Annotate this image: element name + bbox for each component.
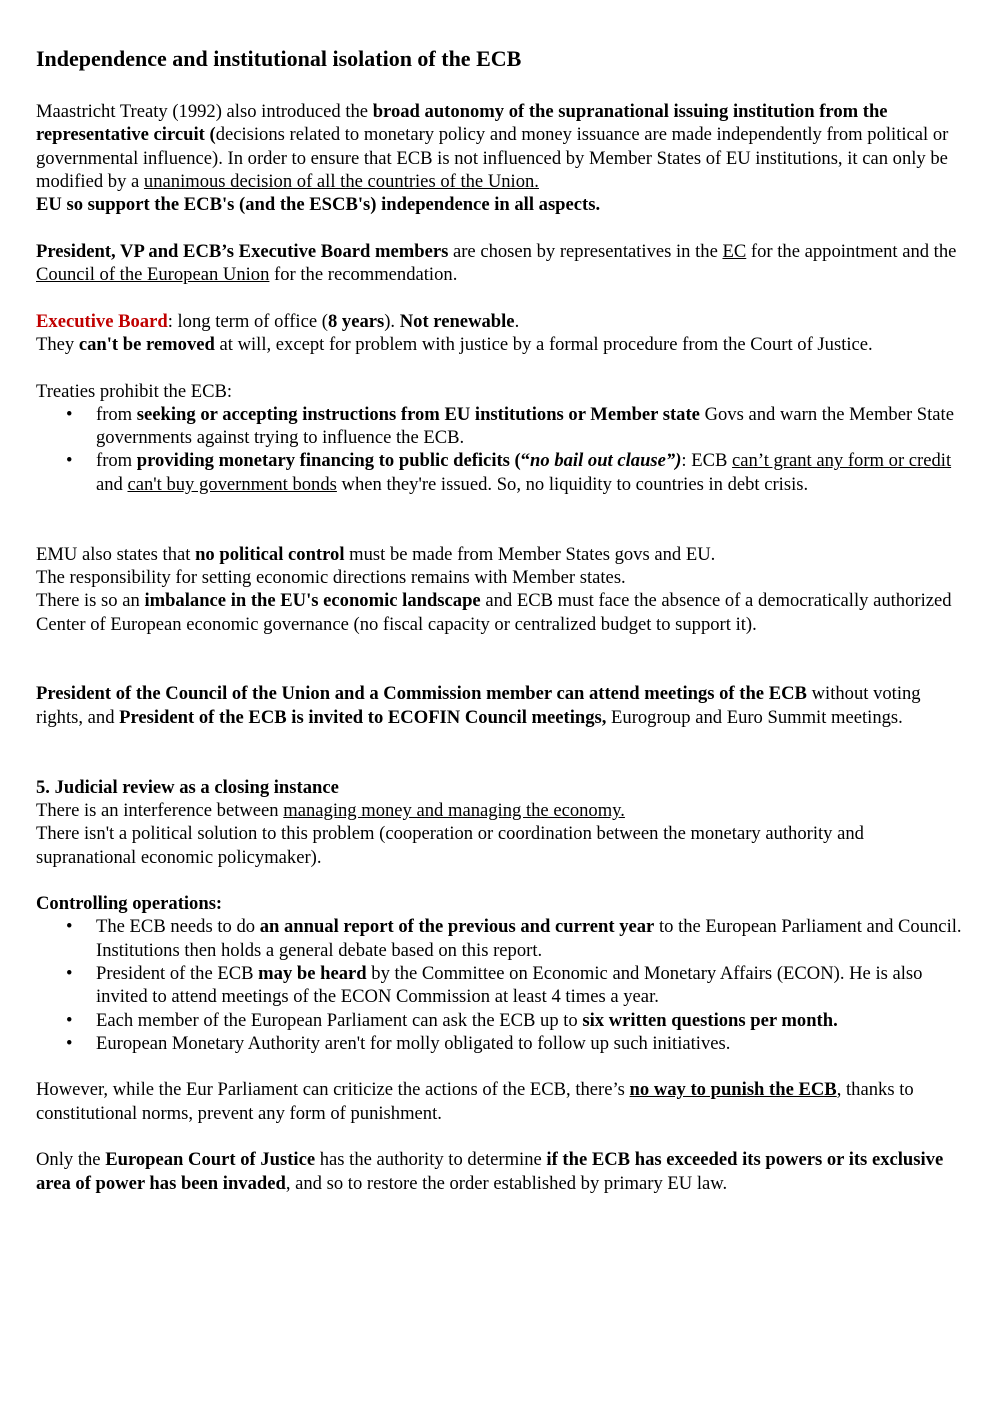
bold-text: if the ECB has exceeded its powers or its exclusive area of power has been invaded — [36, 1149, 944, 1194]
underlined-text: no way to punish the ECB — [629, 1079, 837, 1101]
bold-text: 8 years — [327, 310, 385, 332]
text-span: at will, except for problem with justice by a formal procedure from the Court of Justice. — [214, 333, 873, 355]
paragraph-interference — [36, 799, 966, 822]
text-span: , and so to restore the order established by primary EU law. — [285, 1172, 728, 1194]
paragraph-maastricht — [36, 100, 966, 193]
underlined-text: Council of the European Union — [36, 264, 270, 286]
paragraph-executive-board — [36, 310, 966, 333]
underlined-text: unanimous decision of all the countries of the Union. — [143, 170, 539, 192]
section-heading-judicial — [36, 776, 966, 799]
bold-text — [630, 1079, 837, 1100]
paragraph-removal — [36, 333, 966, 356]
spacer — [36, 729, 966, 776]
bold-text: EU so support the ECB's (and the ESCB's) independence in all aspects. — [36, 194, 601, 216]
bold-text: European Court of Justice — [105, 1149, 316, 1171]
text-span: : ECB — [681, 450, 733, 472]
spacer — [36, 1055, 966, 1078]
text-span: . — [514, 310, 520, 332]
text-span: Only the — [36, 1149, 106, 1171]
controlling-list — [36, 915, 966, 1055]
bold-text: can't be removed — [78, 333, 215, 355]
list-item — [96, 1009, 966, 1032]
paragraph-however — [36, 1078, 966, 1125]
text-span: EMU also states that — [36, 543, 196, 565]
bold-text: President of the ECB is invited to ECOFIN Council meetings, — [119, 706, 607, 728]
paragraph-imbalance — [36, 589, 966, 636]
text-span: and — [96, 473, 128, 495]
text-span: and ECB must face the absence of a democratically authorized Center of European economic governance (no fiscal capacity or centralized budget to support it). — [36, 590, 952, 635]
underlined-text: managing money and managing the economy. — [283, 799, 625, 821]
bold-text — [530, 450, 681, 471]
underlined-text: EC — [722, 240, 747, 262]
spacer — [36, 216, 966, 239]
treaties-list — [36, 403, 966, 496]
section-heading-controlling — [36, 892, 966, 915]
list-item — [96, 403, 966, 450]
text-span: , thanks to constitutional norms, prevent any form of punishment. — [36, 1079, 914, 1124]
text-span: They — [36, 333, 79, 355]
document-title: Independence and institutional isolation of the ECB — [36, 46, 522, 71]
bold-text: imbalance in the EU's economic landscape — [144, 590, 481, 612]
bold-text: President of the Council of the Union and a Commission member can attend meetings of the ECB — [36, 683, 807, 705]
spacer — [36, 636, 966, 683]
bold-text: broad autonomy of the supranational issuing institution from the representative circuit ( — [36, 101, 888, 146]
text-span: from — [96, 450, 137, 472]
bold-text: Controlling operations: — [36, 893, 223, 915]
text-span: ). — [384, 310, 400, 332]
text-span: for the appointment and the — [746, 240, 957, 262]
text-span: when they're issued. So, no liquidity to countries in debt crisis. — [336, 473, 809, 495]
text-span: Each member of the European Parliament can ask the ECB up to — [96, 1009, 583, 1031]
treaties-intro: Treaties prohibit the ECB: — [36, 380, 233, 402]
spacer — [36, 1125, 966, 1148]
text-span: without voting rights, and — [36, 683, 921, 728]
text-span: Eurogroup and Euro Summit meetings. — [606, 706, 903, 728]
text-span: President of the ECB — [96, 962, 259, 984]
text-span: for the recommendation. — [269, 264, 458, 286]
paragraph-appointment — [36, 240, 966, 287]
text-span: from — [96, 403, 137, 425]
document-page — [36, 44, 966, 1195]
text-span: The ECB needs to do — [96, 916, 260, 938]
text-span: European Monetary Authority aren't for molly obligated to follow up such initiatives. — [96, 1032, 731, 1054]
list-item — [96, 449, 966, 496]
list-item — [96, 962, 966, 1009]
paragraph-emu — [36, 543, 966, 566]
bold-text: seeking or accepting instructions from EU institutions or Member state — [136, 403, 700, 425]
list-item — [96, 1032, 966, 1055]
bold-text: no political control — [195, 543, 345, 565]
bold-text: Not renewable — [399, 310, 515, 332]
list-item — [96, 915, 966, 962]
paragraph-responsibility: The responsibility for setting economic directions remains with Member states. — [36, 566, 626, 588]
bold-text: 5. Judicial review as a closing instance — [36, 776, 339, 798]
paragraph-council — [36, 682, 966, 729]
text-span: has the authority to determine — [315, 1149, 547, 1171]
paragraph-court — [36, 1148, 966, 1195]
spacer — [36, 869, 966, 892]
text-span: There is so an — [36, 590, 145, 612]
text-span: decisions related to monetary policy and money issuance are made independently from political or governmental influence). In order to ensure that ECB is not influenced by Member States of EU institutions, it can only be modified by a — [36, 124, 949, 192]
italic-text: no bail out clause”) — [530, 450, 682, 472]
text-span: must be made from Member States govs and EU. — [344, 543, 716, 565]
bold-text: an annual report of the previous and current year — [259, 916, 655, 938]
paragraph-political-solution: There isn't a political solution to this problem (cooperation or coordination between the monetary authority and supranational economic policymaker). — [36, 823, 864, 868]
underlined-text: can’t grant any form or credit — [732, 450, 952, 472]
bold-text: six written questions per month. — [582, 1009, 838, 1031]
spacer — [36, 496, 966, 543]
text-span: by the Committee on Economic and Monetary Affairs (ECON). He is also invited to attend meetings of the ECON Commission at least 4 times a year. — [96, 962, 923, 1008]
paragraph-eu-support — [36, 193, 966, 216]
text-span: are chosen by representatives in the — [448, 240, 723, 262]
bold-text: providing monetary financing to public deficits (“ — [136, 450, 531, 472]
text-span: to the European Parliament and Council. Institutions then holds a general debate based on this report. — [96, 916, 962, 961]
text-span: Maastricht Treaty (1992) also introduced the — [36, 101, 373, 122]
text-span: However, while the Eur Parliament can criticize the actions of the ECB, there’s — [36, 1079, 630, 1101]
underlined-text: can't buy government bonds — [127, 473, 337, 495]
text-span: There is an interference between — [36, 799, 284, 821]
text-span: Govs and warn the Member State governments against trying to influence the ECB. — [96, 403, 954, 449]
text-span: : long term of office ( — [167, 310, 328, 332]
spacer — [36, 286, 966, 309]
bold-text: President, VP and ECB’s Executive Board members — [36, 240, 449, 262]
spacer — [36, 356, 966, 379]
highlight-text: Executive Board — [36, 310, 168, 332]
bold-text: may be heard — [258, 962, 367, 984]
